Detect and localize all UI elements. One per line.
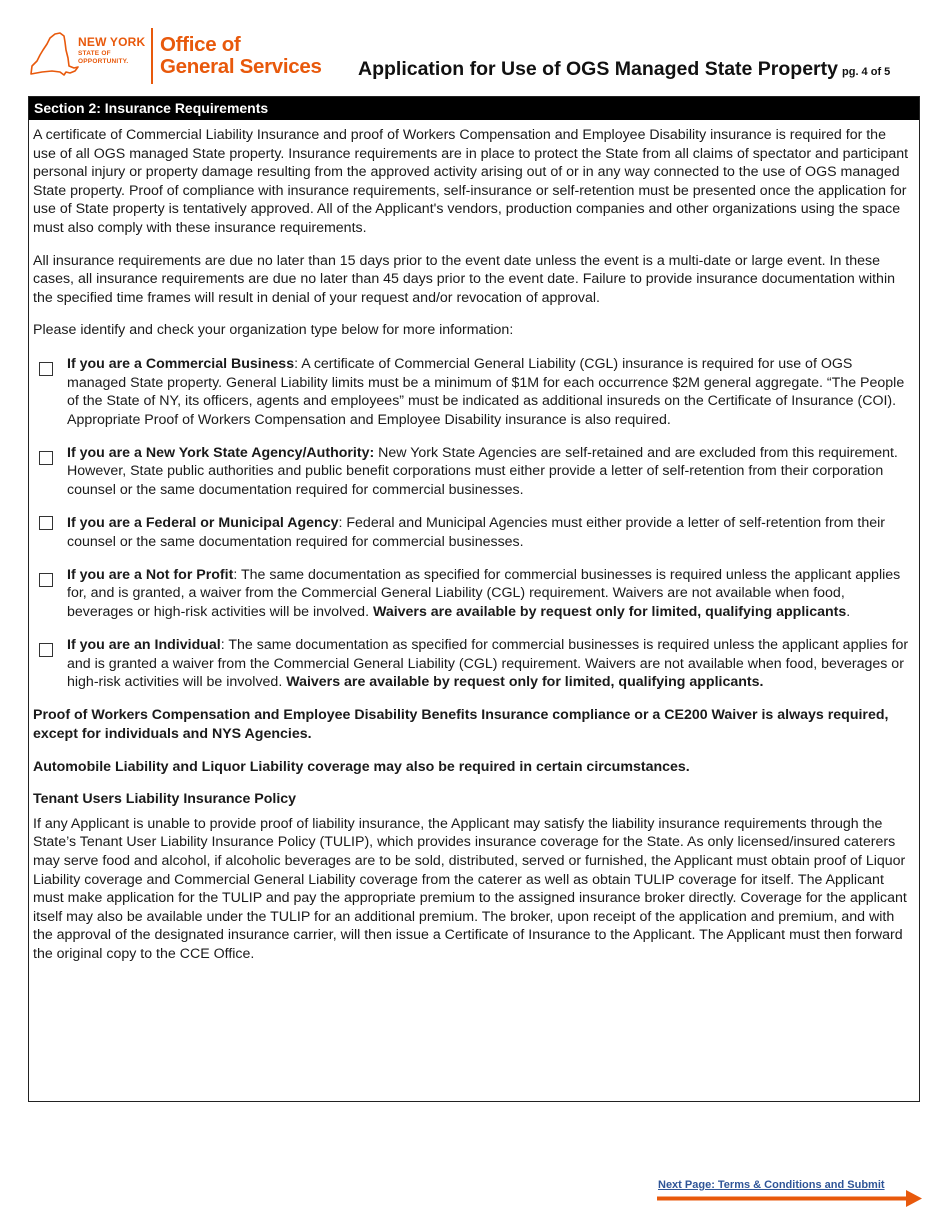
- page-indicator: pg. 4 of 5: [842, 66, 891, 78]
- section-heading: Section 2: Insurance Requirements: [29, 97, 919, 120]
- logo-divider: [151, 28, 153, 84]
- federal-municipal-checkbox[interactable]: [39, 516, 53, 530]
- insurance-requirements-section: [28, 96, 920, 1102]
- waiver-note: Waivers are available by request only for limited, qualifying applicants.: [286, 674, 764, 691]
- next-arrow-icon[interactable]: [657, 1188, 923, 1210]
- ny-wordmark-line2: STATE OF: [78, 50, 111, 57]
- ogs-wordmark-line2: General Services: [160, 55, 322, 78]
- option-label: If you are a Federal or Municipal Agency: [67, 515, 339, 532]
- option-text: [67, 355, 909, 429]
- option-commercial-business: [33, 355, 909, 429]
- option-text: [67, 566, 909, 622]
- nys-agency-checkbox[interactable]: [39, 451, 53, 465]
- tulip-paragraph: If any Applicant is unable to provide proof of liability insurance, the Applicant may satisfy the liability insurance requirements through the State’s Tenant User Liability Insurance Policy (TULIP), which provides insurance coverage for the State. As only licensed/insured caterers may serve food and alcohol, if alcoholic beverages are to be sold, distributed, served or furnished, the Applicant must obtain proof of Liquor Liability coverage and Commercial General Liability coverage from the caterer as well as obtain TULIP coverage for itself. The Applicant must make application for the TULIP and pay the appropriate premium to the assigned insurance broker directly. Coverage for the applicant itself may also be available under the TULIP for an additional premium. The broker, upon receipt of the application and premium, and with the approval of the designated insurance carrier, will then issue a Certificate of Insurance to the Applicant. The Applicant must then forward the original copy to the CCE Office.: [33, 815, 907, 962]
- next-page-link[interactable]: Next Page: Terms & Conditions and Submit: [658, 1179, 885, 1191]
- tulip-heading: Tenant Users Liability Insurance Policy: [33, 791, 297, 808]
- option-label: If you are a Commercial Business: [67, 355, 295, 372]
- ogs-wordmark: [160, 34, 322, 78]
- section-content: [29, 120, 919, 963]
- option-individual: [33, 636, 909, 692]
- ny-wordmark-line1: NEW YORK: [78, 35, 146, 49]
- option-tail: .: [846, 603, 851, 620]
- option-text: [67, 514, 909, 551]
- ny-wordmark-line3: OPPORTUNITY.: [78, 57, 129, 65]
- intro-paragraph: A certificate of Commercial Liability Insurance and proof of Workers Compensation and Employee Disability insurance is required for the use of all OGS managed State property. Insurance requirements are in place to protect the State from all claims of spectator and participant personal injury or property damage resulting from the approved activity arising out of or in any way connected to the use of OGS managed State property. Proof of compliance with insurance requirements, self-insurance or self-retention must be presented once the application for use of State property is tentatively approved. All of the Applicant's vendors, production companies and other organizations using the space must also comply with these insurance requirements.: [33, 127, 909, 236]
- new-york-state-outline-icon: [28, 28, 80, 80]
- option-body: New York State Agencies are self-retained and are excluded from this requirement. However, State public authorities and public benefit corporations must either provide a letter of self-retention from their corporation counsel or the same documentation required for commercial businesses.: [67, 444, 898, 498]
- waiver-note: Waivers are available by request only for limited, qualifying applicants: [372, 603, 847, 620]
- document-title-text: Application for Use of OGS Managed State Property: [358, 58, 838, 80]
- option-label: If you are a Not for Profit: [67, 566, 234, 583]
- option-nys-agency: [33, 444, 909, 500]
- option-label: If you are a New York State Agency/Authority:: [67, 444, 375, 461]
- option-not-for-profit: [33, 566, 909, 622]
- option-label: If you are an Individual: [67, 637, 221, 654]
- option-text: [67, 636, 909, 692]
- deadlines-paragraph: All insurance requirements are due no later than 15 days prior to the event date unless the event is a multi-date or large event. In these cases, all insurance requirements are due no later than 45 days prior to the event date. Failure to provide insurance documentation within the specified time frames will result in denial of your request and/or revocation of approval.: [33, 252, 895, 306]
- instruction-paragraph: Please identify and check your organization type below for more information:: [33, 322, 514, 339]
- ogs-logo: [28, 26, 328, 86]
- option-body: : The same documentation as specified for commercial businesses is required unless the applicant applies for, and is granted, a waiver from the Commercial General Liability (CGL) requirement. Waivers are not available when food, beverages or high-risk activities will be involved.: [67, 566, 901, 620]
- option-text: [67, 444, 909, 500]
- workers-comp-note: Proof of Workers Compensation and Employee Disability Benefits Insurance compliance or a CE200 Waiver is always required, except for individuals and NYS Agencies.: [33, 707, 889, 742]
- auto-liquor-note: Automobile Liability and Liquor Liability coverage may also be required in certain circumstances.: [33, 758, 690, 775]
- not-for-profit-checkbox[interactable]: [39, 573, 53, 587]
- document-title: [358, 58, 890, 81]
- option-federal-municipal: [33, 514, 909, 551]
- commercial-business-checkbox[interactable]: [39, 362, 53, 376]
- ogs-wordmark-line1: Office of: [160, 33, 241, 56]
- ny-wordmark: [78, 36, 145, 65]
- option-body: : The same documentation as specified for commercial businesses is required unless the applicant applies for and is granted a waiver from the Commercial General Liability (CGL) requirement. Waivers are not available when food, beverages or high-risk activities will be involved.: [67, 637, 909, 691]
- option-body: : Federal and Municipal Agencies must either provide a letter of self-retention from their counsel or the same documentation required for commercial businesses.: [67, 515, 885, 550]
- individual-checkbox[interactable]: [39, 643, 53, 657]
- option-body: : A certificate of Commercial General Liability (CGL) insurance is required for use of OGS managed State property. General Liability limits must be a minimum of $1M for each occurrence $2M general aggregate. “The People of the State of NY, its officers, agents and employees” must be indicated as additional insureds on the Certificate of Insurance (COI). Appropriate Proof of Workers Compensation and Employee Disability insurance is also required.: [67, 355, 905, 428]
